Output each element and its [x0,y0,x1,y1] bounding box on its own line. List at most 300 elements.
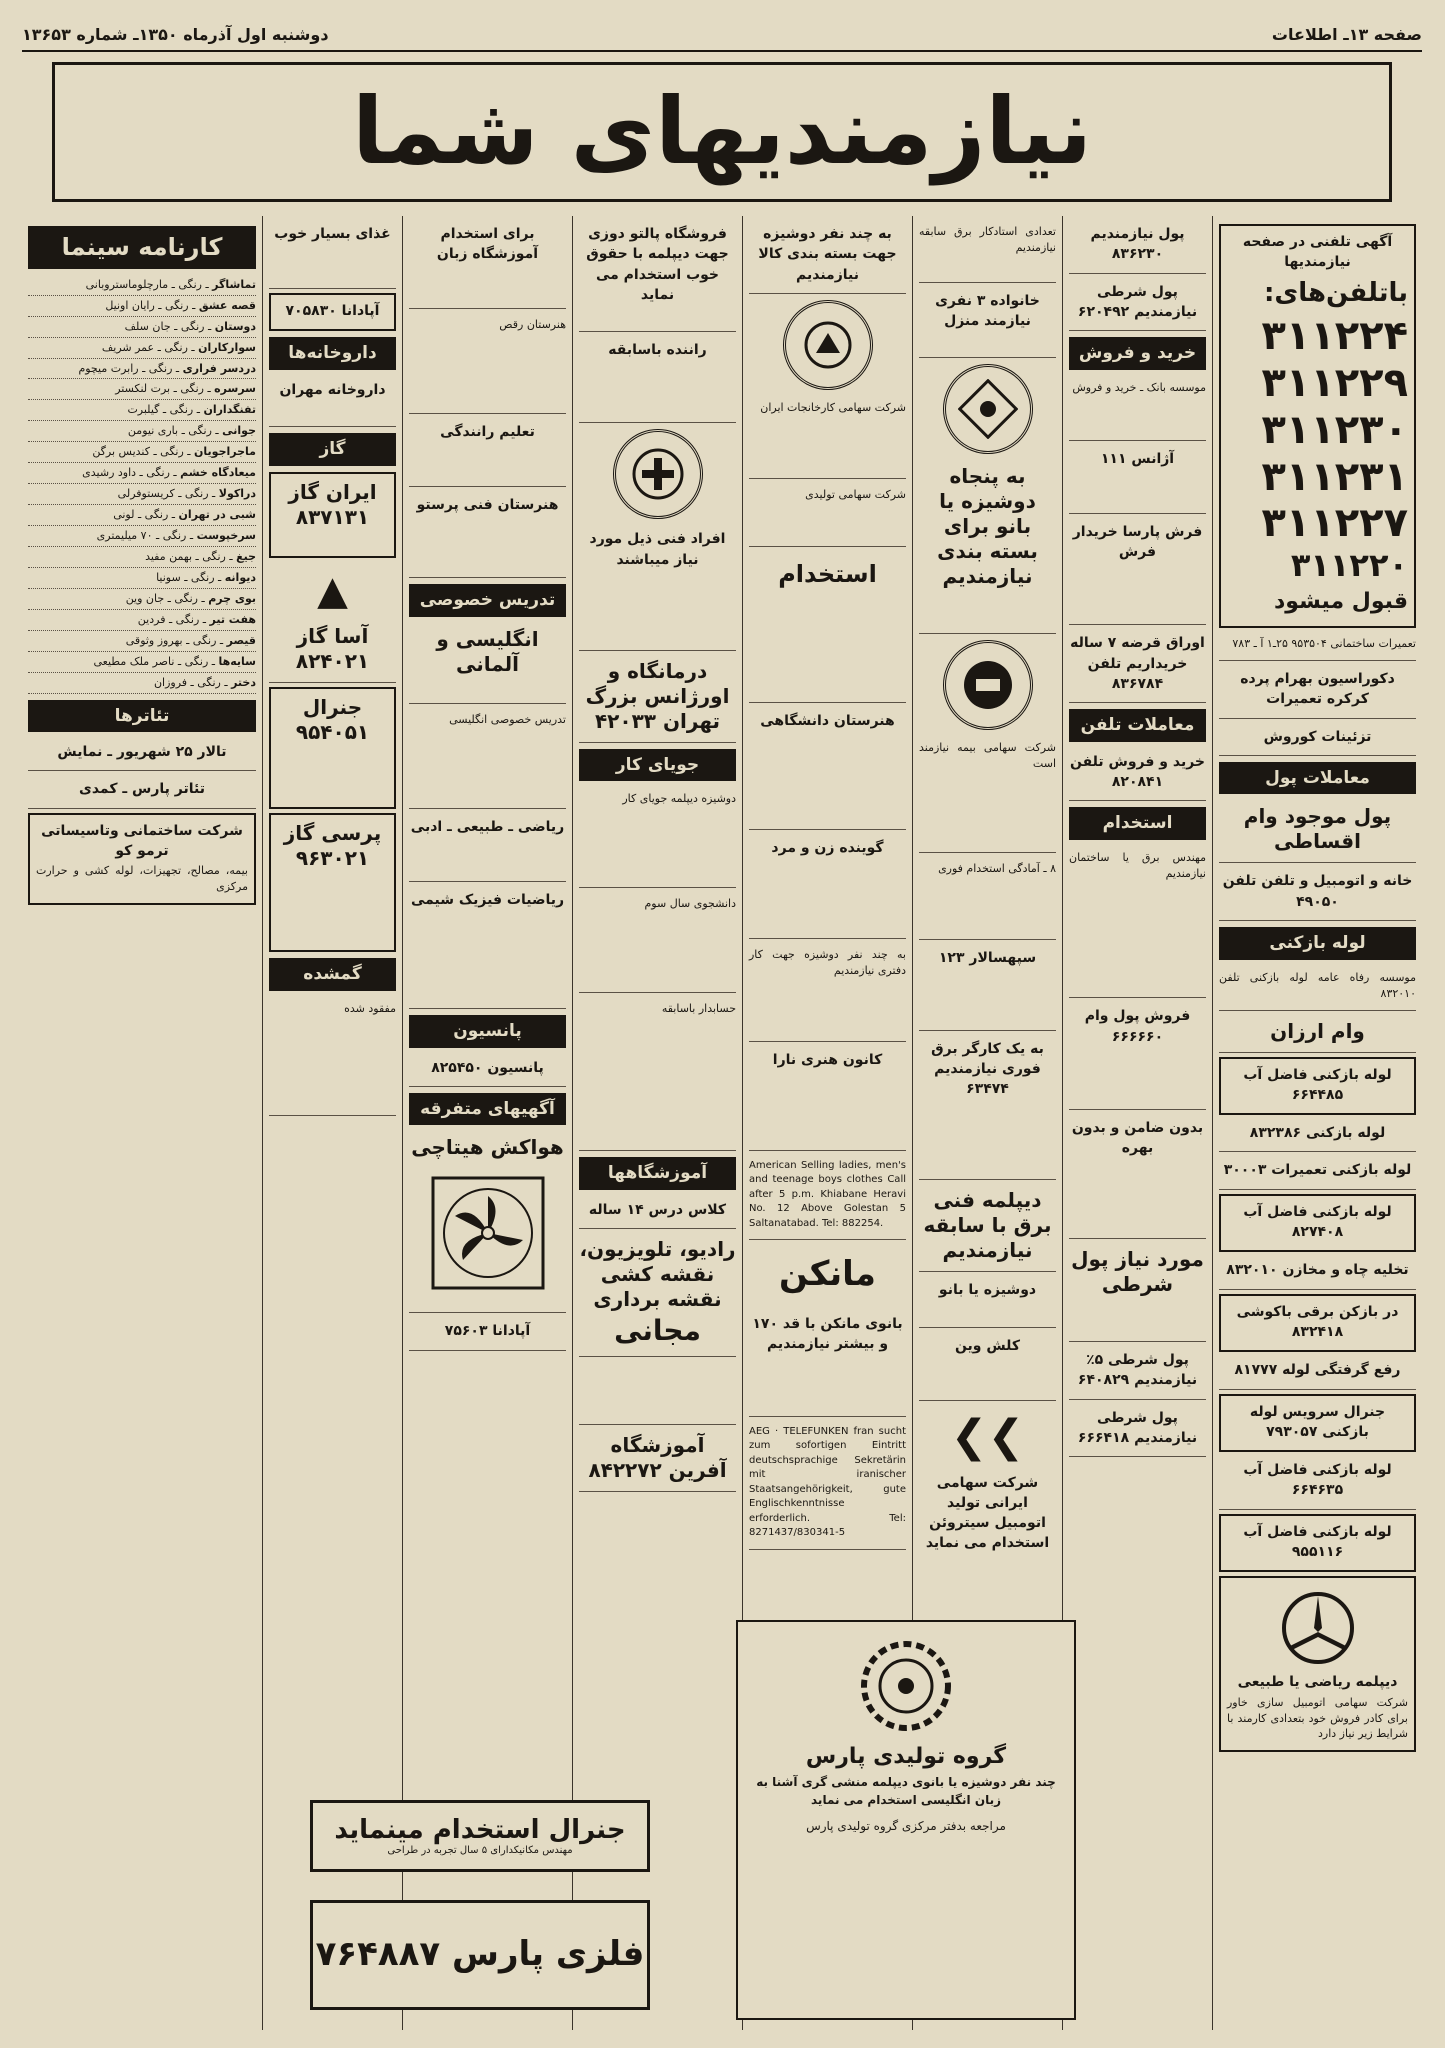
ad-text: تعدادی استادکار برق سابقه نیازمندیم [919,225,1056,254]
phone-number: ۳۱۱۲۳۰ [1261,406,1408,453]
emblem-icon [958,379,1018,439]
cinema-description: رنگی ـ مارچلوماستروبانی [85,277,202,291]
classified-ad [1219,1456,1416,1510]
classified-ad [1069,1114,1206,1239]
classified-ad [269,620,396,683]
factory-emblem-icon [798,315,858,375]
ad-text: شرکت سهامی کارخانجات ایران [760,400,906,414]
classified-ad [269,472,396,558]
separator: ـ [204,319,215,333]
ad-text: دیپلمه فنی برق با سابقه نیازمندیم [923,1188,1052,1263]
ad-text: ریاضیات فیزیک شیمی [410,891,565,908]
ad-text: کلاس درس ۱۴ ساله [588,1201,727,1218]
cinema-name: سرخپوست [196,529,256,543]
theater-section-title: تئاترها [28,700,256,733]
gear-emblem-icon [856,1636,956,1736]
cinema-name: سوارکاران [198,340,256,354]
classified-ad [269,813,396,953]
classified-ad [579,787,736,888]
classified-ad [1069,220,1206,274]
ad-text: شرکت سهامی ایرانی تولید اتومبیل سیتروئن استخدام می نماید [925,1474,1050,1552]
ad-text: رادیو، تلویزیون، نقشه کشی نقشه برداری [579,1237,736,1312]
category-header-misc: آگهیهای متفرقه [409,1093,566,1126]
ad-text: دوشیزه دیپلمه جویای کار [622,792,736,806]
ad-text: لوله بازکنی فاضل آب ۹۵۵۱۱۶ [1243,1523,1392,1561]
cinema-name: سایه‌ها [218,654,256,668]
cinema-name: دختر [231,675,256,689]
cinema-listing [28,652,256,673]
classified-ad [1069,278,1206,332]
classified-ad [749,707,906,830]
separator: ـ [198,591,209,605]
separator: ـ [172,361,183,375]
ad-text: دکوراسیون بهرام پرده کرکره تعمیرات [1240,670,1395,708]
cinema-description: رنگی ـ عمر شریف [101,340,188,354]
separator: ـ [187,340,199,354]
cinema-description: رنگی ـ سونیا [156,570,215,584]
cinema-listing [28,463,256,484]
phone-number: ۳۱۱۲۲۹ [1261,360,1408,407]
classified-ad [919,1035,1056,1181]
cinema-description: رنگی ـ لونی [113,508,169,522]
classified-ad [409,1317,566,1350]
cinema-description: رنگی ـ جان وین [125,591,198,605]
cinema-name: شبی در تهران [178,508,256,522]
separator: ـ [183,445,195,459]
separator: ـ [216,633,227,647]
separator: ـ [188,298,199,312]
phone-ad-label: باتلفن‌های: [1263,277,1408,308]
ad-text: به چند نفر دوشیزه جهت بسته بندی کالا نیازمندیم [758,226,897,283]
german-classified-ad [749,1421,906,1550]
ad-text: موسسه بانک ـ خرید و فروش [1072,380,1206,394]
classified-ad [579,1361,736,1426]
english-classified-ad [749,1155,906,1241]
ad-text: ایران گاز ۸۳۷۱۳۱ [288,479,377,529]
classified-ad [1219,1057,1416,1116]
cinema-description: رنگی ـ فروزان [153,675,221,689]
ad-text: بیمه، مصالح، تجهیزات، لوله کشی و حرارت مرکزی [36,864,248,894]
issue-date: دوشنبه اول آذرماه ۱۳۵۰ـ شماره ۱۳۶۵۳ [22,24,329,44]
phone-number: ۳۱۱۲۲۴ [1261,313,1408,360]
classified-ad [1069,1002,1206,1109]
classified-ad [269,687,396,809]
classified-ad [269,997,396,1116]
classified-ad [1219,632,1416,661]
exhaust-fan-icon [423,1168,553,1298]
classified-ad [1069,518,1206,625]
insurance-emblem-icon [958,655,1018,715]
cinema-description: رنگی ـ فردین [137,612,200,626]
ad-text: پول شرطی نیازمندیم ۶۲۰۴۹۲ [1077,283,1198,320]
separator: ـ [199,612,210,626]
ad-text: مراجعه بدفتر مرکزی گروه تولیدی پارس [806,1819,1006,1833]
cinema-description: رنگی ـ کریستوفرلی [117,487,209,501]
classified-ad [579,655,736,743]
ad-text: کانون هنری نارا [772,1051,883,1068]
cinema-description: رنگی ـ گیلبرت [127,403,194,417]
classified-ad [919,220,1056,283]
classified-ad [579,1233,736,1357]
classified-ad [749,1310,906,1417]
phone-number: ۳۱۱۲۲۰ [1290,546,1408,585]
classified-ad [1219,723,1416,756]
cinema-description: رنگی ـ رایان اونیل [105,298,189,312]
separator: ـ [201,277,213,291]
category-header-manken: مانکن [779,1254,876,1295]
ad-text: مهندس برق یا ساختمان نیازمندیم [1069,850,1206,880]
category-header-lost: گمشده [269,958,396,991]
cinema-listing [28,317,256,338]
insurance-logo-icon [943,640,1033,730]
ad-text: پانسیون ۸۲۵۴۵۰ [431,1059,544,1076]
phone-number: ۳۱۱۲۳۱ [1261,453,1408,500]
ad-highlight: مجانی [614,1314,701,1348]
separator: ـ [211,424,223,438]
ad-text: شرکت سهامی اتومبیل سازی خاور برای کادر فروش خود بتعدادی کارمند با شرایط زیر نیاز دارد [1227,1695,1408,1741]
separator: ـ [208,654,219,668]
ad-text: در بازکن برقی باکوشی ۸۳۲۴۱۸ [1236,1303,1399,1340]
classified-ad [1219,1194,1416,1253]
page-number: صفحه ۱۳ـ اطلاعات [1271,24,1422,44]
ad-text: فروش پول وام ۶۶۶۶۶۰ [1084,1008,1191,1045]
ad-text: هنرستان فنی پرستو [416,497,559,514]
ad-text: چند نفر دوشیزه یا بانوی دیپلمه منشی گری آشنا به زبان انگلیسی استخدام می نماید [756,1775,1056,1807]
section-title: نیازمندیهای شما [351,78,1093,185]
cinema-name: دراکولا [218,487,256,501]
ad-text: گوینده زن و مرد [771,839,884,856]
ad-text: پول شرطی نیازمندیم ۶۶۶۴۱۸ [1077,1409,1198,1446]
ad-text: تعمیرات ساختمانی ۹۵۳۵۰۴ ۲۵ـ۱ آ ـ ۷۸۳ [1232,636,1416,650]
separator: ـ [193,403,204,417]
ad-text: آژانس ۱۱۱ [1100,450,1175,467]
column-2 [1062,216,1212,2030]
classified-ad [919,460,1056,634]
classified-ad [1219,665,1416,719]
column-6 [402,216,572,2030]
column-8-cinema [22,216,262,2030]
ad-text: American Selling ladies, men's and teenage boys clothes Call after 5 p.m. Khiabane Heravi No. 12 Above Golestan 5 Saltanatabad. Tel: 882254. [749,1159,906,1229]
phone-ad-header: آگهی تلفنی در صفحه نیازمندیها [1242,234,1393,271]
classified-ad [919,736,1056,853]
classified-ad [1069,748,1206,802]
cinema-listing [28,547,256,568]
cinema-name: قیصر [226,633,256,647]
ad-text: هنرستان رقص [499,318,566,332]
page-header-line [22,18,1422,52]
cinema-listing [28,610,256,631]
column-1 [1212,216,1422,2030]
ad-text: تدریس خصوصی انگلیسی [449,713,566,727]
classified-ad [919,1184,1056,1272]
classified-ad [409,418,566,487]
ad-text: سپهسالار ۱۲۳ [938,949,1037,966]
classified-ad [409,623,566,704]
classified-ad [1069,1346,1206,1400]
category-header-training: آموزشگاهها [579,1157,736,1190]
gas-flame-icon: ▲ [317,567,348,614]
classified-ad [749,943,906,1042]
ad-text: راننده باسابقه [608,342,707,359]
separator: ـ [220,675,232,689]
ad-text: به چند نفر دوشیزه جهت کار دفتری نیازمندیم [749,947,906,977]
classified-ad [1219,800,1416,863]
classified-ad [409,491,566,578]
ad-text: تئاتر پارس ـ کمدی [79,781,205,798]
cinema-name: دردسر فراری [182,361,256,375]
ad-text: مفقود شده [344,1002,396,1016]
separator: ـ [203,382,215,396]
classified-ad [579,525,736,650]
pars-production-group-ad [736,1620,1076,2020]
classified-ad [579,997,736,1152]
cinema-listing [28,526,256,547]
cinema-name: جیغ [236,549,256,563]
cinema-name: هفت تیر [209,612,256,626]
ad-text: تالار ۲۵ شهریور ـ نمایش [57,744,227,761]
cinema-name: تفنگداران [203,403,256,417]
ad-text: فروشگاه پالتو دوزی جهت دیپلمه با حقوق خوب استخدام می نماید [586,226,729,303]
cinema-name: دوستان [214,319,256,333]
cinema-listing [28,568,256,589]
ad-text: فرش پارسا خریدار فرش [1072,523,1203,561]
classified-ad [919,287,1056,359]
classified-ad [749,602,906,703]
classified-ad [28,813,256,905]
cinema-description: رنگی ـ رابرت میچوم [78,361,173,375]
classified-ad [579,1429,736,1492]
citroen-logo-icon: ❯❯ [950,1410,1025,1462]
classified-ad [1069,1404,1206,1458]
ad-text: آپادانا ۷۵۶۰۳ [444,1323,531,1340]
separator: ـ [208,487,219,501]
cinema-name: ماجراجویان [194,445,256,459]
column-7 [262,216,402,2030]
classified-ad [1219,1119,1416,1152]
classified-ad [1219,1294,1416,1353]
company-logo-icon [783,300,873,390]
ad-text: ریاضی ـ طبیعی ـ ادبی [410,818,565,835]
ad-text: لوله بازکنی فاضل آب ۶۶۴۴۸۵ [1243,1066,1392,1103]
classified-ad [409,1131,566,1313]
classified-ad [919,857,1056,940]
separator: ـ [186,529,197,543]
classified-ad-khavar [1219,1576,1416,1752]
cinema-section-title: کارنامه سینما [28,226,256,269]
classified-ad [409,813,566,882]
classified-ad [409,708,566,809]
phone-ad-box [1219,224,1416,628]
classified-ad [409,313,566,414]
category-header-buy: خرید و فروش [1069,337,1206,370]
cinema-name: سرسره [214,382,256,396]
classified-ad [749,396,906,479]
ad-text: تخلیه چاه و مخازن ۸۳۲۰۱۰ [1226,1262,1409,1279]
classified-ad [919,1332,1056,1401]
classified-ad [409,886,566,1009]
ad-text: شرکت سهامی تولیدی [805,487,906,501]
ad-text: پول شرطی ۵٪ نیازمندیم ۶۴۰۸۲۹ [1077,1352,1198,1389]
mercedes-logo-icon [1278,1588,1358,1668]
ad-text: برای استخدام آموزشگاه زبان [436,226,539,263]
felezi-pars-ad [310,1900,650,2010]
ad-text: به یک کارگر برق فوری نیازمندیم ۶۳۴۷۴ [931,1040,1044,1098]
category-header-pension: پانسیون [409,1015,566,1048]
general-hiring-ad [310,1800,650,1872]
column-5 [572,216,742,2030]
phone-number: ۳۱۱۲۲۷ [1261,500,1408,547]
cinema-listing [28,400,256,421]
ad-text: به پنجاه دوشیزه یا بانو برای بسته بندی نیازمندیم [937,464,1038,589]
company-logo-icon [943,364,1033,454]
ad-text: ۸ ـ آمادگی استخدام فوری [938,861,1056,875]
classified-ad [269,220,396,289]
ad-text: لوله بازکنی تعمیرات ۳۰۰۰۳ [1223,1162,1412,1179]
clinic-logo-icon [613,429,703,519]
ad-text: دوشیزه یا بانو [938,1282,1037,1299]
ad-text: جنرال سرویس لوله بازکنی ۷۹۳۰۵۷ [1249,1403,1386,1440]
ad-text: حسابدار باسابقه [661,1001,736,1015]
ad-text: لوله بازکنی ۸۳۲۳۸۶ [1249,1125,1386,1142]
separator: ـ [168,508,179,522]
ad-text: پرسی گاز ۹۶۳۰۲۱ [283,820,382,870]
cinema-listing [28,296,256,317]
category-header-phone: معاملات تلفن [1069,709,1206,742]
cinema-listing [28,359,256,380]
ad-text: تزئینات کوروش [1263,728,1372,745]
ad-text: تعلیم رانندگی [440,424,535,441]
ad-text: آسا گاز ۸۲۴۰۲۱ [295,623,370,673]
ad-title: فلزی پارس ۷۶۴۸۸۷ [315,1934,645,1975]
category-header-loans: معاملات پول [1219,762,1416,795]
ad-text: دانشجوی سال سوم [644,896,736,910]
classified-ad [579,892,736,993]
columns-container [22,216,1422,2030]
ad-text: لوله بازکنی فاضل آب ۶۶۴۶۳۵ [1243,1462,1392,1499]
ad-text: غذای بسیار خوب [274,226,391,242]
cinema-listing [28,673,256,694]
classified-ad [749,220,906,294]
category-header-hire: استخدام [778,560,877,589]
classified-ad [749,834,906,939]
cinema-listing [28,505,256,526]
ad-text: مورد نیاز پول شرطی [1071,1247,1204,1297]
ad-text: مهندس مکانیکدارای ۵ سال تجربه در طراحی [387,1844,573,1856]
category-header-pipe: لوله بازکنی [1219,927,1416,960]
category-header-hire: استخدام [1069,807,1206,840]
ad-text: کلش وین [954,1337,1021,1354]
cinema-description: رنگی ـ باری نیومن [127,424,212,438]
classified-ad [269,376,396,427]
ad-text: هنرستان دانشگاهی [760,712,895,729]
separator: ـ [169,466,181,480]
classified-ad [1069,1243,1206,1342]
cinema-description: رنگی ـ جان سلف [124,319,205,333]
cinema-description: رنگی ـ کندیس برگن [92,445,184,459]
separator: ـ [214,570,225,584]
ad-title: دیپلمه ریاضی یا طبیعی [1237,1674,1398,1691]
classified-ad [919,1276,1056,1327]
ad-text: آموزشگاه آفرین ۸۴۲۲۷۲ [588,1433,727,1483]
ad-text: آپادانا ۷۰۵۸۳۰ [285,303,380,320]
cinema-description: رنگی ـ ۷۰ میلیمتری [96,529,187,543]
ad-text: انگلیسی و آلمانی [436,627,539,677]
ad-text: درمانگاه و اورژانس بزرگ تهران ۴۲۰۳۳ [585,658,730,733]
category-header-pharmacy: داروخانه‌ها [269,337,396,370]
category-header-gas: گاز [269,433,396,466]
cinema-name: تماشاگر [212,277,256,291]
cinema-listing [28,484,256,505]
cinema-list [28,275,256,694]
separator: ـ [225,549,237,563]
clinic-emblem-icon [628,444,688,504]
classified-ad [1219,867,1416,921]
ad-text: بدون ضامن و بدون بهره [1071,1119,1204,1157]
classified-ad [749,1046,906,1151]
classified-ad [269,293,396,331]
classified-ad [579,220,736,332]
phone-ad-footer: قبول میشود [1274,589,1408,615]
ad-title: گروه تولیدی پارس [805,1744,1007,1769]
ad-text: رفع گرفتگی لوله ۸۱۷۷۷ [1234,1362,1401,1379]
ad-text: اوراق قرضه ۷ ساله خریداریم تلفن ۸۳۶۷۸۴ [1070,635,1205,692]
cinema-listing [28,421,256,442]
cinema-description: رنگی ـ بهمن مفید [145,549,226,563]
ad-text: وام ارزان [1270,1018,1365,1043]
ad-text: لوله بازکنی فاضل آب ۸۲۷۴۰۸ [1243,1203,1392,1241]
classified-ad [28,775,256,808]
cinema-listing [28,442,256,463]
classified-ad [919,944,1056,1031]
classified-ad [1069,445,1206,514]
cinema-name: میعادگاه خشم [180,466,256,480]
classified-ad [409,1054,566,1087]
classified-ad [1219,1514,1416,1573]
classified-ad [1069,376,1206,441]
cinema-name: دیوانه [224,570,256,584]
classified-ad [28,738,256,771]
ad-text: شرکت سهامی بیمه نیازمند است [919,741,1056,771]
section-masthead [52,62,1392,202]
ad-text: پول موجود وام اقساطی [1243,804,1392,854]
cinema-name: قصه عشق [198,298,256,312]
ad-text: خانواده ۳ نفری نیازمند منزل [935,292,1040,330]
cinema-listing [28,379,256,400]
ad-text: خرید و فروش تلفن ۸۲۰۸۴۱ [1069,753,1205,791]
cinema-listing [28,338,256,359]
cinema-listing [28,275,256,296]
cinema-description: رنگی ـ برت لنکستر [115,382,204,396]
classified-ad [579,1196,736,1229]
classified-ad [1219,1356,1416,1389]
classified-ad [1219,1015,1416,1053]
ad-text: خانه و اتومبیل و تلفن تلفن ۴۹۰۵۰ [1222,873,1413,910]
classified-ad [1219,1256,1416,1289]
classified-ad [1219,966,1416,1011]
ad-text: پول نیازمندیم ۸۳۶۲۳۰ [1090,226,1185,263]
ad-text: داروخانه مهران [279,382,386,399]
ad-title: شرکت ساختمانی وتاسیساتی ترمو کو [41,822,243,860]
classified-ad [1219,1156,1416,1189]
ad-text: AEG · TELEFUNKEN fran sucht zum sofortigen Eintritt deutschsprachige Sekretärin mit iranischer Staatsangehörigkeit, gute Englischkenntnisse erforderlich. Tel: 8271437/830341-5 [749,1425,906,1539]
classified-ad [1219,1394,1416,1453]
ad-text: جنرال ۹۵۴۰۵۱ [295,694,370,744]
cinema-description: رنگی ـ بهروز وثوقی [125,633,217,647]
cinema-name: جوانی [222,424,256,438]
ad-title: جنرال استخدام مینماید [334,1815,626,1846]
classified-ad [409,220,566,309]
cinema-name: بوی چرم [208,591,256,605]
